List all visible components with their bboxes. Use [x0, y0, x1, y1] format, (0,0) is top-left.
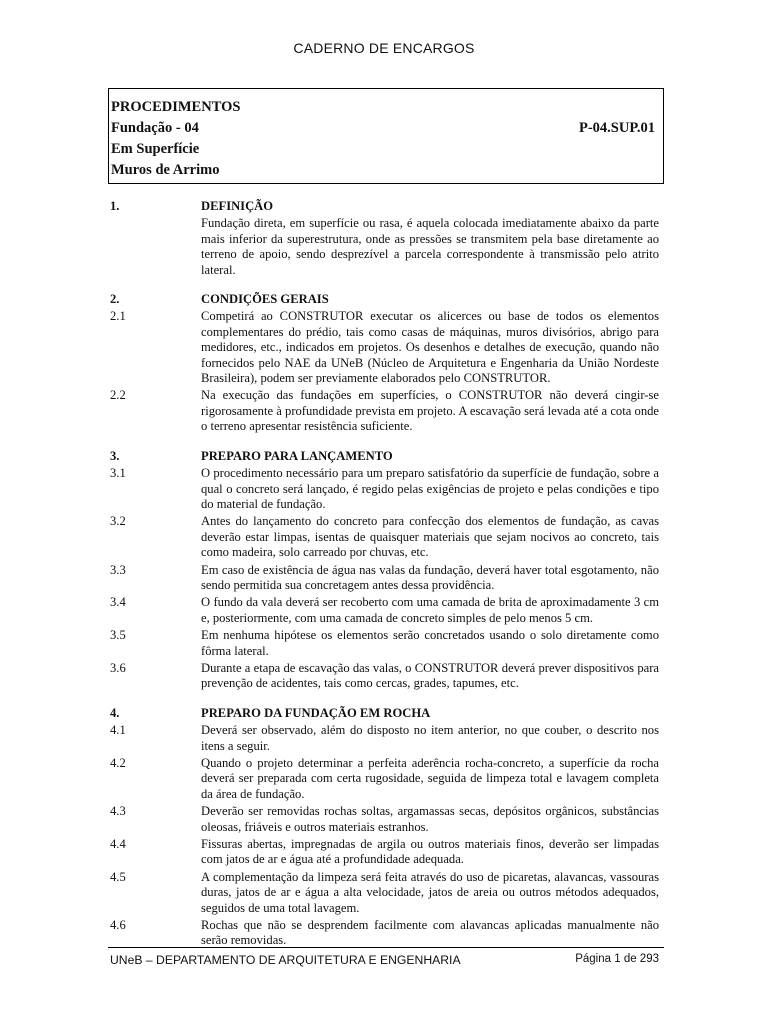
section-number: 3. — [110, 448, 120, 463]
clause-number: 4.2 — [110, 756, 126, 770]
procedure-line — [111, 118, 655, 139]
clause-text: A complementação da limpeza será feita através do uso de picaretas, alavancas, vassouras duras, jatos de ar e água a alta velocidade, jatos de areia ou outros métodos adequados, seguidos de uma total lavagem. — [201, 869, 659, 915]
section-heading — [110, 292, 659, 307]
clause-number: 4.1 — [110, 723, 126, 738]
clause-text: Rochas que não se desprendem facilmente com alavancas aplicadas manualmente não serão removidas. — [201, 918, 659, 948]
clause — [110, 563, 659, 594]
procedure-line — [111, 160, 655, 181]
clause-text: Quando o projeto determinar a perfeita aderência rocha-concreto, a superfície da rocha deverá ser preparada com certa rugosidade, seguida de limpeza total e lavagem completa da área de fundação. — [201, 756, 659, 801]
section — [110, 292, 659, 435]
section-title: PREPARO PARA LANÇAMENTO — [201, 448, 393, 463]
clause — [110, 661, 659, 692]
clause — [110, 309, 659, 386]
clause-text: Fundação direta, em superfície ou rasa, é aquela colocada imediatamente abaixo da parte mais inferior da superestrutura, onde as pressões se transmitem pela base diretamente ao terreno de apoio, sendo desprezível a parcela correspondente à transmissão pelo atrito lateral. — [201, 216, 659, 277]
section-title: CONDIÇÕES GERAIS — [201, 292, 329, 307]
section — [110, 199, 659, 278]
clause-text: Em nenhuma hipótese os elementos serão concretados usando o solo diretamente como fôrma lateral. — [201, 628, 659, 658]
clause-text: Antes do lançamento do concreto para confecção dos elementos de fundação, as cavas deverão estar limpas, isentas de quaisquer materiais que sejam nocivos ao concreto, tais como madeira, solo carreado por chuvas, etc. — [201, 514, 659, 560]
clause-number: 3.6 — [110, 660, 126, 675]
clause-number: 4.3 — [110, 804, 126, 819]
clause-text: Em caso de existência de água nas valas da fundação, deverá haver total esgotamento, não sendo permitida sua concretagem antes dessa providência. — [201, 562, 659, 592]
clause-number: 3.3 — [110, 562, 126, 577]
procedure-type: Em Superfície — [111, 141, 200, 157]
section — [110, 449, 659, 692]
procedure-line — [111, 139, 655, 160]
page-number: Página 1 de 293 — [575, 953, 659, 965]
clause — [110, 216, 659, 278]
clause-number: 2.1 — [110, 309, 126, 324]
procedure-subject: Fundação - 04 — [111, 120, 199, 136]
clause — [110, 723, 659, 754]
section-number: 2. — [110, 292, 120, 307]
clause — [110, 756, 659, 802]
clause-text: Deverá ser observado, além do disposto no item anterior, no que couber, o descrito nos itens a seguir. — [201, 723, 659, 753]
section-heading — [110, 706, 659, 721]
clause-text: Na execução das fundações em superfícies, o CONSTRUTOR não deverá cingir-se rigorosamente à profundidade prevista em projeto. A escavação será levada até a cota onde o terreno apresentar resistência suficiente. — [201, 388, 659, 434]
procedure-element: Muros de Arrimo — [111, 162, 220, 178]
clause — [110, 514, 659, 560]
footer-divider — [108, 947, 664, 948]
clause — [110, 388, 659, 434]
clause-number: 3.1 — [110, 466, 126, 481]
clause — [110, 466, 659, 512]
section-heading — [110, 199, 659, 214]
section — [110, 706, 659, 949]
section-number: 4. — [110, 705, 120, 720]
page-footer — [110, 953, 659, 967]
document-body — [110, 199, 659, 963]
clause-number — [110, 216, 201, 278]
clause-text: O fundo da vala deverá ser recoberto com uma camada de brita de aproximadamente 3 cm e, posteriormente, com uma camada de concreto simples de pelo menos 5 cm. — [201, 595, 659, 625]
section-title: DEFINIÇÃO — [201, 199, 274, 213]
clause-text: Competirá ao CONSTRUTOR executar os alicerces ou base de todos os elementos complementares do prédio, tais como casas de máquinas, muros divisórios, abrigo para medidores, etc., indicados em projetos. Os desenhos e detalhes de execução, quando não fornecidos pelo NAE da UNeB (Núcleo de Arquitetura e Engenharia da União Nordeste Brasileira), podem ser previamente elaborados pelo CONSTRUTOR. — [201, 309, 659, 386]
section-title: PREPARO DA FUNDAÇÃO EM ROCHA — [201, 705, 431, 720]
clause-text: Fissuras abertas, impregnadas de argila ou outros materiais finos, deverão ser limpadas com jatos de ar e água até a profundidade adequada. — [201, 837, 659, 867]
clause-text: Durante a etapa de escavação das valas, o CONSTRUTOR deverá prever dispositivos para prevenção de acidentes, tais como cercas, grades, tapumes, etc. — [201, 660, 659, 691]
procedure-box — [108, 88, 664, 184]
clause-number: 4.6 — [110, 918, 126, 933]
clause-number: 3.5 — [110, 628, 126, 643]
document-title: CADERNO DE ENCARGOS — [293, 40, 475, 56]
clause-number: 4.5 — [110, 869, 126, 884]
clause-number: 3.4 — [110, 595, 126, 610]
clause — [110, 918, 659, 949]
clause-number: 2.2 — [110, 388, 126, 403]
clause-number: 4.4 — [110, 837, 126, 852]
clause-text: O procedimento necessário para um preparo satisfatório da superfície de fundação, sobre a qual o concreto será lançado, é regido pelas exigências de projeto e pelas condições e tipo do material de fundação. — [201, 466, 659, 511]
clause — [110, 628, 659, 659]
footer-department: UNeB – DEPARTAMENTO DE ARQUITETURA E ENGENHARIA — [110, 953, 461, 967]
procedure-line — [111, 97, 655, 118]
clause-number: 3.2 — [110, 514, 126, 529]
clause-text: Deverão ser removidas rochas soltas, argamassas secas, depósitos orgânicos, substâncias oleosas, friáveis e outros materiais estranhos. — [201, 804, 659, 834]
clause — [110, 595, 659, 626]
clause — [110, 837, 659, 868]
procedure-code: P-04.SUP.01 — [579, 120, 655, 136]
procedure-heading: PROCEDIMENTOS — [111, 99, 241, 115]
section-number: 1. — [110, 199, 120, 213]
section-heading — [110, 449, 659, 464]
clause — [110, 804, 659, 835]
clause — [110, 870, 659, 916]
